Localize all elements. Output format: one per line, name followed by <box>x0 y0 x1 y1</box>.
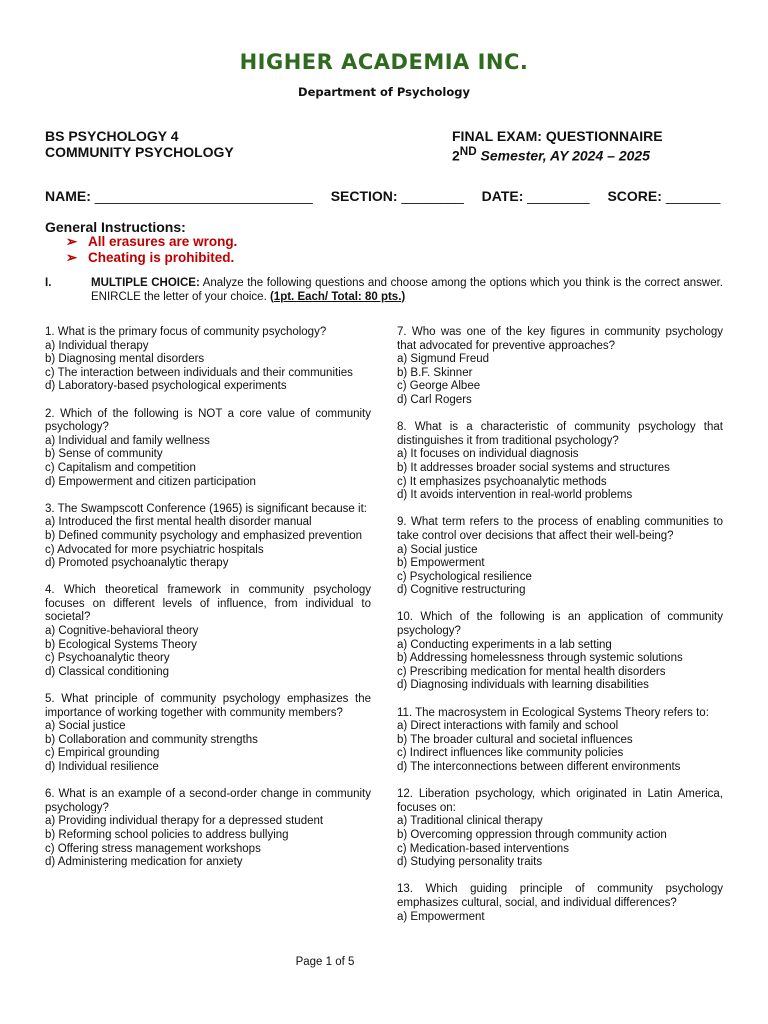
answer-option[interactable]: c) Prescribing medication for mental health disorders <box>397 665 666 678</box>
answer-option[interactable]: b) It addresses broader social systems and structures <box>397 461 670 474</box>
question-item <box>397 611 723 693</box>
answer-option[interactable]: c) Indirect influences like community policies <box>397 747 624 760</box>
answer-option[interactable]: a) Individual and family wellness <box>45 434 210 447</box>
answer-option[interactable]: d) Laboratory-based psychological experiments <box>45 380 287 393</box>
exam-type: FINAL EXAM: QUESTIONNAIRE <box>452 128 663 144</box>
date-blank: ________ <box>527 188 590 204</box>
answer-option[interactable]: a) Direct interactions with family and school <box>397 720 619 733</box>
answer-option[interactable]: c) Psychological resilience <box>397 570 532 583</box>
answer-option[interactable]: b) Collaboration and community strengths <box>45 733 258 746</box>
question-item <box>45 503 371 571</box>
instruction-rule-text: All erasures are wrong. <box>88 234 238 249</box>
section-label: SECTION: <box>330 188 398 204</box>
name-blank: ____________________________ <box>94 188 313 204</box>
section-text: Analyze the following questions and choose among the options which you think is the correct answer. ENIRCLE the letter of your choice. <box>91 277 723 303</box>
answer-option[interactable]: d) Promoted psychoanalytic therapy <box>45 557 229 570</box>
score-blank: _______ <box>665 188 721 204</box>
course-info <box>45 128 234 160</box>
answer-option[interactable]: a) Introduced the first mental health disorder manual <box>45 516 312 529</box>
answer-option[interactable]: d) Cognitive restructuring <box>397 584 526 597</box>
section-header <box>45 277 723 304</box>
arrow-bullet-icon: ➢ <box>66 250 78 265</box>
answer-option[interactable]: d) Classical conditioning <box>45 665 170 678</box>
answer-option[interactable]: a) Social justice <box>397 543 478 556</box>
course-code: BS PSYCHOLOGY 4 <box>45 128 179 144</box>
instruction-rule <box>66 234 237 250</box>
semester-suffix: ND <box>459 145 477 158</box>
answer-option[interactable]: d) Administering medication for anxiety <box>45 856 243 869</box>
question-stem: 4. Which theoretical framework in community psychology focuses on different levels of influence, from individual to societal? <box>45 584 371 624</box>
question-stem: 8. What is a characteristic of community psychology that distinguishes it from traditional psychology? <box>397 421 723 447</box>
course-name: COMMUNITY PSYCHOLOGY <box>45 144 234 160</box>
answer-option[interactable]: c) Advocated for more psychiatric hospitals <box>45 543 264 556</box>
score-field[interactable] <box>607 188 720 204</box>
instructions-title: General Instructions: <box>45 219 186 235</box>
question-item <box>45 584 371 679</box>
answer-option[interactable]: d) Diagnosing individuals with learning disabilities <box>397 679 649 692</box>
answer-option[interactable]: a) Conducting experiments in a lab setting <box>397 638 612 651</box>
question-item <box>397 326 723 408</box>
answer-option[interactable]: c) It emphasizes psychoanalytic methods <box>397 475 607 488</box>
question-stem: 11. The macrosystem in Ecological Systems Theory refers to: <box>397 706 709 719</box>
answer-option[interactable]: c) Empirical grounding <box>45 747 160 760</box>
answer-option[interactable]: b) Empowerment <box>397 557 485 570</box>
section-instructions <box>91 277 723 304</box>
section-number: I. <box>45 277 52 289</box>
exam-info <box>452 128 663 164</box>
score-label: SCORE: <box>607 188 662 204</box>
answer-option[interactable]: c) Capitalism and competition <box>45 461 196 474</box>
answer-option[interactable]: a) Providing individual therapy for a depressed student <box>45 815 324 828</box>
answer-option[interactable]: c) Psychoanalytic theory <box>45 652 170 665</box>
question-stem: 9. What term refers to the process of enabling communities to take control over decisions that affect their well-being? <box>397 516 723 542</box>
semester-line <box>452 144 663 164</box>
answer-option[interactable]: b) Defined community psychology and emphasized prevention <box>45 529 363 542</box>
instruction-rule-text: Cheating is prohibited. <box>88 250 235 265</box>
answer-option[interactable]: a) Social justice <box>45 720 126 733</box>
answer-option[interactable]: b) Reforming school policies to address bullying <box>45 828 289 841</box>
question-stem: 13. Which guiding principle of community psychology emphasizes cultural, social, and individual differences? <box>397 883 723 909</box>
name-field[interactable] <box>45 188 313 204</box>
answer-option[interactable]: a) It focuses on individual diagnosis <box>397 448 579 461</box>
question-item <box>397 421 723 503</box>
question-stem: 12. Liberation psychology, which originated in Latin America, focuses on: <box>397 788 723 814</box>
answer-option[interactable]: b) Ecological Systems Theory <box>45 638 197 651</box>
answer-option[interactable]: d) Studying personality traits <box>397 856 543 869</box>
section-heading: MULTIPLE CHOICE: <box>91 277 200 289</box>
question-stem: 3. The Swampscott Conference (1965) is significant because it: <box>45 502 367 515</box>
answer-option[interactable]: a) Sigmund Freud <box>397 353 490 366</box>
semester-text: Semester, AY 2024 – 2025 <box>476 147 650 164</box>
institution-title: HIGHER ACADEMIA INC. <box>239 50 529 74</box>
answer-option[interactable]: c) Medication-based interventions <box>397 842 569 855</box>
answer-option[interactable]: a) Individual therapy <box>45 339 149 352</box>
question-stem: 10. Which of the following is an application of community psychology? <box>397 611 723 638</box>
question-item <box>397 516 723 598</box>
answer-option[interactable]: d) The interconnections between different environments <box>397 761 681 773</box>
question-item <box>397 707 723 775</box>
answer-option[interactable]: d) It avoids intervention in real-world problems <box>397 489 633 502</box>
answer-option[interactable]: b) B.F. Skinner <box>397 366 473 379</box>
answer-option[interactable]: c) The interaction between individuals and their communities <box>45 366 353 379</box>
question-stem: 7. Who was one of the key figures in community psychology that advocated for preventive approaches? <box>397 326 723 352</box>
answer-option[interactable]: a) Traditional clinical therapy <box>397 815 543 828</box>
question-item <box>45 326 371 394</box>
answer-option[interactable]: b) Diagnosing mental disorders <box>45 353 205 366</box>
answer-option[interactable]: c) Offering stress management workshops <box>45 842 261 855</box>
answer-option[interactable]: b) The broader cultural and societal influences <box>397 733 633 746</box>
page-number: Page 1 of 5 <box>295 956 355 968</box>
date-label: DATE: <box>481 188 524 204</box>
section-blank: ________ <box>401 188 464 204</box>
questions-column-right <box>397 326 723 938</box>
answer-option[interactable]: d) Carl Rogers <box>397 393 472 406</box>
instruction-rule <box>66 250 234 266</box>
answer-option[interactable]: a) Cognitive-behavioral theory <box>45 625 199 638</box>
questions-column-left <box>45 326 371 883</box>
section-field[interactable] <box>331 188 464 204</box>
question-stem: 6. What is an example of a second-order change in community psychology? <box>45 788 371 814</box>
answer-option[interactable]: b) Sense of community <box>45 448 163 461</box>
question-stem: 1. What is the primary focus of community psychology? <box>45 326 327 338</box>
question-item <box>397 788 723 870</box>
student-info-row <box>45 188 735 204</box>
answer-option[interactable]: c) George Albee <box>397 380 481 393</box>
question-stem: 2. Which of the following is NOT a core value of community psychology? <box>45 407 371 434</box>
semester-number: 2 <box>452 147 460 164</box>
answer-option[interactable]: d) Empowerment and citizen participation <box>45 475 256 488</box>
answer-option[interactable]: b) Addressing homelessness through systemic solutions <box>397 652 683 665</box>
answer-option[interactable]: b) Overcoming oppression through community action <box>397 828 667 841</box>
question-stem: 5. What principle of community psychology emphasizes the importance of working together with community members? <box>45 693 371 719</box>
name-label: NAME: <box>45 188 91 204</box>
department-name: Department of Psychology <box>298 85 470 99</box>
question-item <box>45 788 371 870</box>
question-item <box>45 408 371 490</box>
question-item <box>397 883 723 924</box>
date-field[interactable] <box>482 188 590 204</box>
section-points: (1pt. Each/ Total: 80 pts.) <box>269 290 406 303</box>
arrow-bullet-icon: ➢ <box>66 234 78 249</box>
answer-option[interactable]: d) Individual resilience <box>45 761 159 773</box>
question-item <box>45 693 371 775</box>
answer-option[interactable]: a) Empowerment <box>397 910 485 923</box>
